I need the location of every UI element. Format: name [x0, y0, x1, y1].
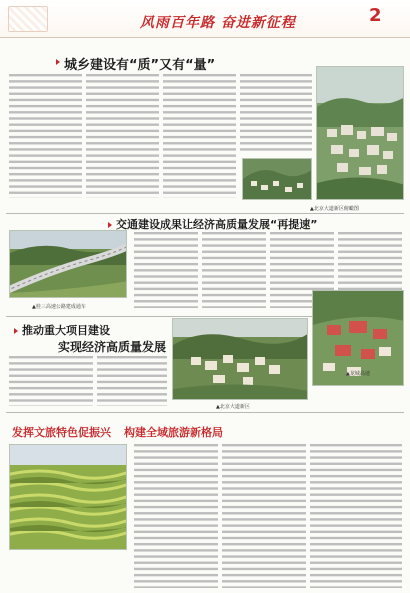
article4-column-1: [134, 444, 218, 588]
date-line: [330, 28, 406, 36]
caption-highway: ▲桂三高速公路建成通车: [32, 304, 86, 310]
caption-town-aerial: ▲北京大道新区俯瞰图: [310, 206, 359, 212]
caption-resort: ▲龙城高速: [346, 371, 370, 377]
photo-town-aerial: [316, 66, 404, 200]
article2-headline: 交通建设成果让经济高质量发展“再提速”: [116, 218, 318, 231]
caption-hill-town: ▲北京大道新区: [216, 404, 250, 410]
headline-arrow-icon: [108, 222, 112, 228]
article1-column-3: [163, 74, 236, 198]
article1-column-1: [9, 74, 82, 198]
article1-column-4: [240, 74, 312, 152]
article3-headline-line2: 实现经济高质量发展: [58, 340, 167, 354]
article4-column-3: [310, 444, 402, 588]
article2-column-1: [134, 232, 198, 308]
article2-column-2: [202, 232, 266, 308]
article4-headline-left: 发挥文旅特色促振兴: [12, 426, 111, 439]
section-divider-1: [6, 213, 404, 214]
photo-hill-village: [242, 158, 312, 200]
page-number: 2: [369, 5, 382, 26]
photo-hill-town: [172, 318, 308, 400]
article3-column-2: [97, 356, 167, 406]
section-divider-3: [6, 412, 404, 413]
masthead-title: 风雨百年路 奋进新征程: [140, 15, 296, 31]
article4-headline-right: 构建全域旅游新格局: [124, 426, 223, 439]
article4-column-2: [222, 444, 306, 588]
masthead-logo: [8, 6, 48, 32]
photo-highway: [9, 230, 127, 298]
article1-column-2: [86, 74, 159, 198]
article3-headline-line1: 推动重大项目建设: [22, 324, 110, 337]
headline-arrow-icon: [56, 59, 60, 65]
headline-arrow-icon: [14, 328, 18, 334]
article1-headline: 城乡建设有“质”又有“量”: [64, 58, 216, 73]
article3-column-1: [9, 356, 93, 406]
photo-terraces: [9, 444, 127, 550]
